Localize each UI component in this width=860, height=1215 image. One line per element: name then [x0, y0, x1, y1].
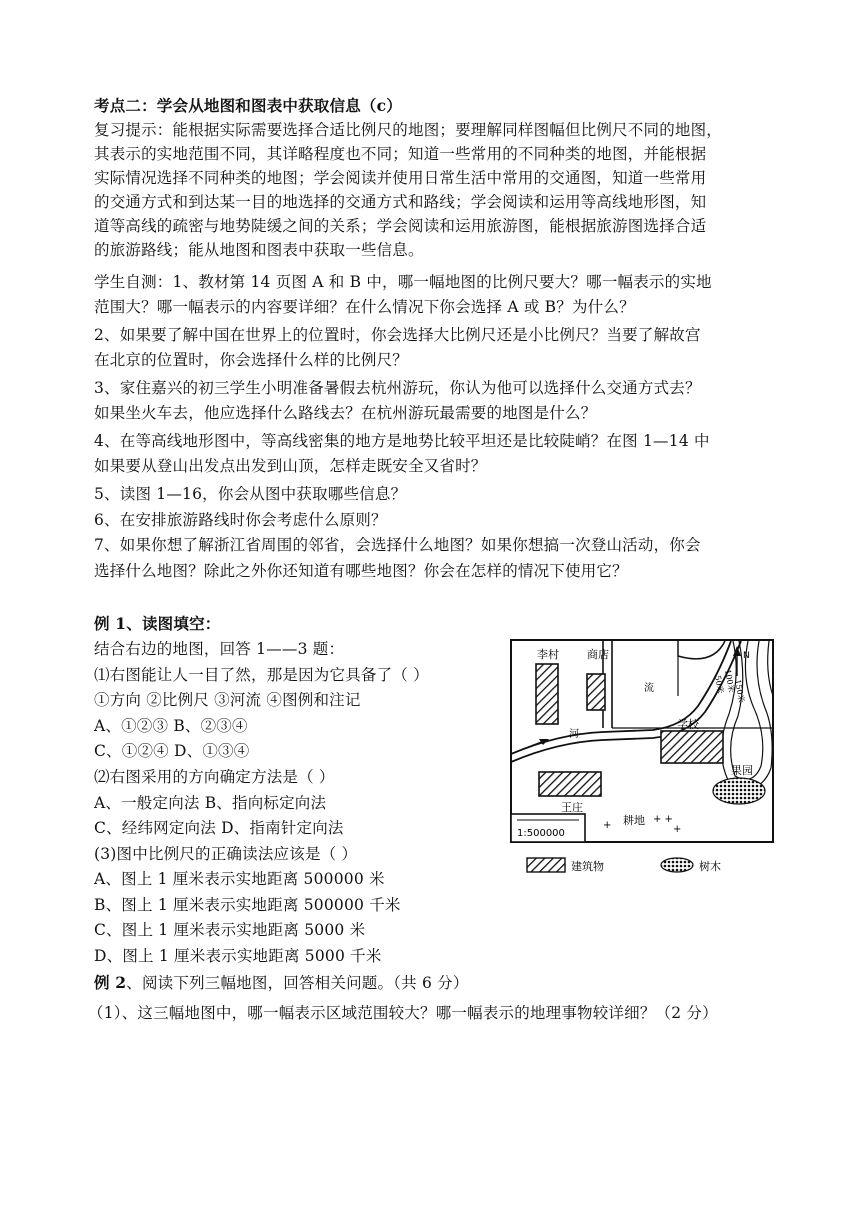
legend-building-label: 建筑物	[571, 860, 604, 873]
label-stream: 流	[644, 683, 654, 694]
example1-line: ⑴右图能让人一目了然，那是因为它具备了（ ）	[94, 666, 429, 684]
review-line: 其表示的实地范围不同，其详略程度也不同；知道一些常用的不同种类的地图，并能根据	[94, 145, 707, 163]
legend-building-swatch	[527, 858, 565, 872]
contour-label-50: 50米	[713, 674, 726, 695]
self-test-line: 范围大？哪一幅表示的内容要详细？在什么情况下你会选择 A 或 B？为什么？	[94, 298, 635, 316]
building-wangzhuang	[539, 772, 601, 796]
example1-line: A、①②③ B、②③④	[94, 717, 248, 735]
contour-label-150: 150米	[733, 678, 746, 704]
building-school	[661, 731, 723, 763]
label-river: 河	[569, 729, 579, 740]
example1-line: 结合右边的地图，回答 1——3 题：	[94, 640, 345, 658]
example1-line: C、经纬网定向法 D、指南针定向法	[94, 819, 344, 837]
self-test-line: 如果坐火车去，他应选择什么路线去？在杭州游玩最需要的地图是什么？	[94, 404, 597, 422]
self-test-line: 4、在等高线地形图中，等高线密集的地方是地势比较平坦还是比较陡峭？在图 1—14 中	[94, 432, 710, 450]
example1-line: ①方向 ②比例尺 ③河流 ④图例和注记	[94, 691, 361, 709]
building-village	[536, 664, 558, 724]
example1-line: D、图上 1 厘米表示实地距离 5000 千米	[94, 947, 382, 965]
farmland-symbol: + +	[653, 814, 673, 825]
building-shop	[587, 674, 605, 710]
review-line: 的旅游路线；能从地图和图表中获取一些信息。	[94, 241, 424, 259]
self-test-line: 选择什么地图？除此之外你还知道有哪些地图？你会在怎样的情况下使用它？	[94, 562, 628, 580]
example1-line: B、图上 1 厘米表示实地距离 500000 千米	[94, 896, 401, 914]
contour-label-100: 100米	[723, 668, 736, 694]
review-line: 的交通方式和到达某一目的地选择的交通方式和路线；学会阅读和运用等高线地形图，知	[94, 193, 707, 211]
example2-question: （1）、这三幅地图中，哪一幅表示区域范围较大？哪一幅表示的地理事物较详细？（2 分）	[88, 1004, 718, 1022]
label-farmland: 耕地	[623, 814, 645, 827]
review-line: 复习提示：能根据实际需要选择合适比例尺的地图；要理解同样图幅但比例尺不同的地图，	[94, 121, 723, 139]
label-shop: 商店	[587, 648, 609, 661]
farmland-symbol: +	[603, 820, 612, 831]
label-wangzhuang: 王庄	[561, 801, 583, 814]
self-test-line: 在北京的位置时，你会选择什么样的比例尺？	[94, 351, 409, 369]
legend-trees-swatch	[661, 858, 693, 872]
scale-text: 1:500000	[517, 828, 565, 839]
self-test-line: 7、如果你想了解浙江省周围的邻省，会选择什么地图？如果你想搞一次登山活动，你会	[94, 536, 701, 554]
example1-line: C、图上 1 厘米表示实地距离 5000 米	[94, 921, 366, 939]
example2-title	[94, 971, 469, 995]
example1-line: ⑵右图采用的方向确定方法是（ ）	[94, 768, 335, 786]
example1-line: C、①②④ D、①③④	[94, 742, 250, 760]
section-title: 考点二：学会从地图和图表中获取信息（c）	[94, 96, 402, 115]
example2-title-text: 、阅读下列三幅地图，回答相关问题。（共 6 分）	[126, 974, 469, 992]
example1-line: (3)图中比例尺的正确读法应该是（ ）	[94, 845, 358, 863]
orchard-trees	[713, 778, 765, 804]
example1-line: A、一般定向法 B、指向标定向法	[94, 794, 327, 812]
review-line: 实际情况选择不同种类的地图；学会阅读并使用日常生活中常用的交通图，知道一些常用	[94, 169, 707, 187]
label-school: 学校	[677, 718, 699, 731]
village-map	[503, 636, 775, 878]
legend-trees-label: 树木	[699, 860, 721, 873]
self-test-line: 5、读图 1—16，你会从图中获取哪些信息？	[94, 485, 407, 503]
review-line: 道等高线的疏密与地势陡缓之间的关系；学会阅读和运用旅游图，能根据旅游图选择合适	[94, 217, 707, 235]
label-orchard: 果园	[731, 764, 753, 777]
self-test-line: 3、家住嘉兴的初三学生小明准备暑假去杭州游玩，你认为他可以选择什么交通方式去？	[94, 379, 701, 397]
example1-title: 例 1、读图填空：	[94, 614, 221, 633]
label-village: 李村	[537, 648, 559, 661]
self-test-line: 学生自测：1、教材第 14 页图 A 和 B 中，哪一幅地图的比例尺要大？哪一幅表示的实地	[94, 273, 712, 291]
self-test-line: 2、如果要了解中国在世界上的位置时，你会选择大比例尺还是小比例尺？当要了解故宫	[94, 326, 701, 344]
example2-label: 例 2	[94, 973, 127, 992]
example1-line: A、图上 1 厘米表示实地距离 500000 米	[94, 870, 385, 888]
farmland-symbol: +	[673, 824, 682, 835]
self-test-line: 如果要从登山出发点出发到山顶，怎样走既安全又省时？	[94, 457, 487, 475]
self-test-line: 6、在安排旅游路线时你会考虑什么原则？	[94, 511, 387, 529]
north-label: N	[743, 651, 750, 661]
